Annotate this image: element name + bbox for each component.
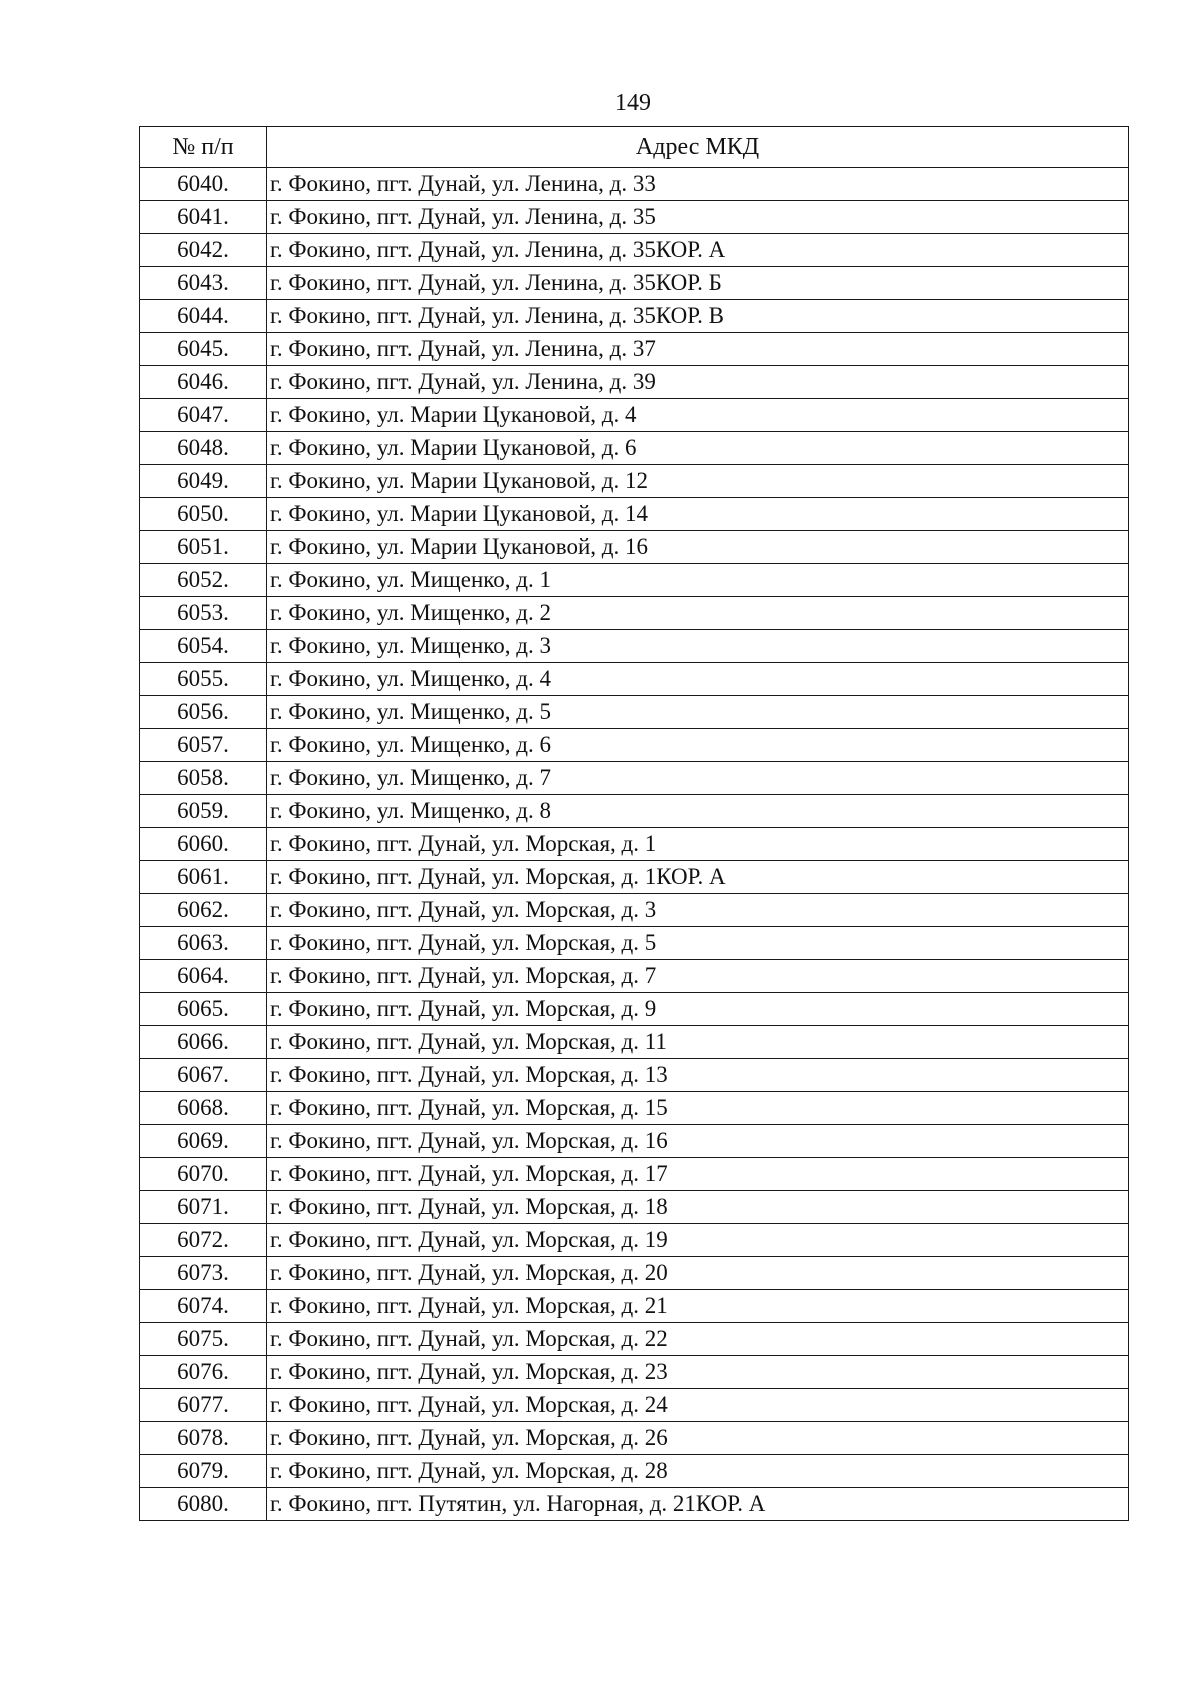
table-row: [140, 564, 1129, 597]
row-number: 6041.: [140, 201, 267, 234]
table-row: [140, 1191, 1129, 1224]
row-number: 6049.: [140, 465, 267, 498]
table-row: [140, 795, 1129, 828]
row-address: г. Фокино, пгт. Дунай, ул. Ленина, д. 39: [267, 366, 1129, 399]
row-address: г. Фокино, ул. Марии Цукановой, д. 16: [267, 531, 1129, 564]
row-number: 6046.: [140, 366, 267, 399]
table-row: [140, 1059, 1129, 1092]
row-address: г. Фокино, пгт. Дунай, ул. Морская, д. 22: [267, 1323, 1129, 1356]
row-number: 6058.: [140, 762, 267, 795]
address-table: [139, 126, 1129, 1521]
table-row: [140, 861, 1129, 894]
table-body: [140, 168, 1129, 1521]
row-number: 6077.: [140, 1389, 267, 1422]
row-number: 6059.: [140, 795, 267, 828]
row-number: 6062.: [140, 894, 267, 927]
table-row: [140, 1158, 1129, 1191]
row-address: г. Фокино, ул. Мищенко, д. 3: [267, 630, 1129, 663]
table-row: [140, 993, 1129, 1026]
row-number: 6069.: [140, 1125, 267, 1158]
row-number: 6079.: [140, 1455, 267, 1488]
table-row: [140, 894, 1129, 927]
row-address: г. Фокино, ул. Мищенко, д. 1: [267, 564, 1129, 597]
row-number: 6076.: [140, 1356, 267, 1389]
row-number: 6078.: [140, 1422, 267, 1455]
row-address: г. Фокино, пгт. Дунай, ул. Ленина, д. 35КОР. А: [267, 234, 1129, 267]
row-number: 6067.: [140, 1059, 267, 1092]
row-address: г. Фокино, ул. Мищенко, д. 8: [267, 795, 1129, 828]
row-number: 6047.: [140, 399, 267, 432]
row-address: г. Фокино, пгт. Дунай, ул. Морская, д. 7: [267, 960, 1129, 993]
table-row: [140, 828, 1129, 861]
row-address: г. Фокино, пгт. Дунай, ул. Морская, д. 5: [267, 927, 1129, 960]
row-number: 6055.: [140, 663, 267, 696]
row-number: 6051.: [140, 531, 267, 564]
table-row: [140, 267, 1129, 300]
row-address: г. Фокино, ул. Марии Цукановой, д. 6: [267, 432, 1129, 465]
row-address: г. Фокино, пгт. Дунай, ул. Морская, д. 3: [267, 894, 1129, 927]
table-row: [140, 366, 1129, 399]
table-row: [140, 399, 1129, 432]
table-row: [140, 762, 1129, 795]
table-row: [140, 1125, 1129, 1158]
row-number: 6057.: [140, 729, 267, 762]
row-address: г. Фокино, ул. Марии Цукановой, д. 4: [267, 399, 1129, 432]
row-address: г. Фокино, пгт. Дунай, ул. Морская, д. 13: [267, 1059, 1129, 1092]
table-row: [140, 432, 1129, 465]
table-header-row: [140, 127, 1129, 168]
table-row: [140, 1257, 1129, 1290]
row-number: 6050.: [140, 498, 267, 531]
row-address: г. Фокино, пгт. Дунай, ул. Морская, д. 23: [267, 1356, 1129, 1389]
row-address: г. Фокино, пгт. Дунай, ул. Морская, д. 15: [267, 1092, 1129, 1125]
row-address: г. Фокино, пгт. Дунай, ул. Морская, д. 1: [267, 828, 1129, 861]
row-number: 6068.: [140, 1092, 267, 1125]
table-row: [140, 696, 1129, 729]
table-row: [140, 1455, 1129, 1488]
row-number: 6070.: [140, 1158, 267, 1191]
table-row: [140, 1356, 1129, 1389]
row-number: 6040.: [140, 168, 267, 201]
table-row: [140, 1323, 1129, 1356]
row-address: г. Фокино, пгт. Дунай, ул. Морская, д. 24: [267, 1389, 1129, 1422]
row-number: 6063.: [140, 927, 267, 960]
address-table-container: [139, 126, 1126, 1521]
table-row: [140, 498, 1129, 531]
table-row: [140, 333, 1129, 366]
table-row: [140, 1290, 1129, 1323]
row-address: г. Фокино, пгт. Дунай, ул. Морская, д. 1КОР. А: [267, 861, 1129, 894]
row-address: г. Фокино, пгт. Дунай, ул. Ленина, д. 35КОР. В: [267, 300, 1129, 333]
row-address: г. Фокино, ул. Мищенко, д. 6: [267, 729, 1129, 762]
row-number: 6061.: [140, 861, 267, 894]
page-number: 149: [615, 90, 651, 116]
table-row: [140, 729, 1129, 762]
row-address: г. Фокино, пгт. Дунай, ул. Морская, д. 18: [267, 1191, 1129, 1224]
header-address: Адрес МКД: [267, 127, 1129, 168]
row-number: 6045.: [140, 333, 267, 366]
row-number: 6053.: [140, 597, 267, 630]
row-number: 6064.: [140, 960, 267, 993]
row-address: г. Фокино, пгт. Дунай, ул. Ленина, д. 33: [267, 168, 1129, 201]
table-row: [140, 597, 1129, 630]
row-number: 6071.: [140, 1191, 267, 1224]
table-row: [140, 630, 1129, 663]
table-row: [140, 960, 1129, 993]
row-address: г. Фокино, пгт. Дунай, ул. Ленина, д. 37: [267, 333, 1129, 366]
table-row: [140, 531, 1129, 564]
table-row: [140, 234, 1129, 267]
row-number: 6072.: [140, 1224, 267, 1257]
row-number: 6060.: [140, 828, 267, 861]
row-address: г. Фокино, пгт. Дунай, ул. Морская, д. 16: [267, 1125, 1129, 1158]
table-row: [140, 1092, 1129, 1125]
row-address: г. Фокино, пгт. Дунай, ул. Морская, д. 19: [267, 1224, 1129, 1257]
row-address: г. Фокино, ул. Мищенко, д. 7: [267, 762, 1129, 795]
row-number: 6044.: [140, 300, 267, 333]
table-row: [140, 1026, 1129, 1059]
row-number: 6066.: [140, 1026, 267, 1059]
table-row: [140, 1224, 1129, 1257]
row-address: г. Фокино, ул. Марии Цукановой, д. 14: [267, 498, 1129, 531]
row-number: 6054.: [140, 630, 267, 663]
table-row: [140, 300, 1129, 333]
row-address: г. Фокино, пгт. Дунай, ул. Морская, д. 21: [267, 1290, 1129, 1323]
row-address: г. Фокино, ул. Мищенко, д. 4: [267, 663, 1129, 696]
table-row: [140, 1422, 1129, 1455]
row-address: г. Фокино, пгт. Дунай, ул. Морская, д. 9: [267, 993, 1129, 1026]
row-address: г. Фокино, пгт. Дунай, ул. Ленина, д. 35КОР. Б: [267, 267, 1129, 300]
row-number: 6074.: [140, 1290, 267, 1323]
row-address: г. Фокино, пгт. Дунай, ул. Морская, д. 11: [267, 1026, 1129, 1059]
row-address: г. Фокино, пгт. Дунай, ул. Морская, д. 17: [267, 1158, 1129, 1191]
row-address: г. Фокино, ул. Мищенко, д. 2: [267, 597, 1129, 630]
row-number: 6048.: [140, 432, 267, 465]
row-address: г. Фокино, пгт. Путятин, ул. Нагорная, д. 21КОР. А: [267, 1488, 1129, 1521]
header-number: № п/п: [140, 127, 267, 168]
table-row: [140, 1488, 1129, 1521]
table-row: [140, 465, 1129, 498]
table-row: [140, 1389, 1129, 1422]
row-number: 6043.: [140, 267, 267, 300]
row-number: 6073.: [140, 1257, 267, 1290]
row-address: г. Фокино, пгт. Дунай, ул. Морская, д. 20: [267, 1257, 1129, 1290]
table-row: [140, 927, 1129, 960]
row-number: 6065.: [140, 993, 267, 1026]
row-number: 6056.: [140, 696, 267, 729]
row-address: г. Фокино, пгт. Дунай, ул. Морская, д. 26: [267, 1422, 1129, 1455]
row-address: г. Фокино, ул. Марии Цукановой, д. 12: [267, 465, 1129, 498]
row-number: 6080.: [140, 1488, 267, 1521]
table-row: [140, 201, 1129, 234]
table-row: [140, 663, 1129, 696]
row-number: 6052.: [140, 564, 267, 597]
row-number: 6042.: [140, 234, 267, 267]
row-number: 6075.: [140, 1323, 267, 1356]
row-address: г. Фокино, ул. Мищенко, д. 5: [267, 696, 1129, 729]
row-address: г. Фокино, пгт. Дунай, ул. Ленина, д. 35: [267, 201, 1129, 234]
table-row: [140, 168, 1129, 201]
row-address: г. Фокино, пгт. Дунай, ул. Морская, д. 28: [267, 1455, 1129, 1488]
